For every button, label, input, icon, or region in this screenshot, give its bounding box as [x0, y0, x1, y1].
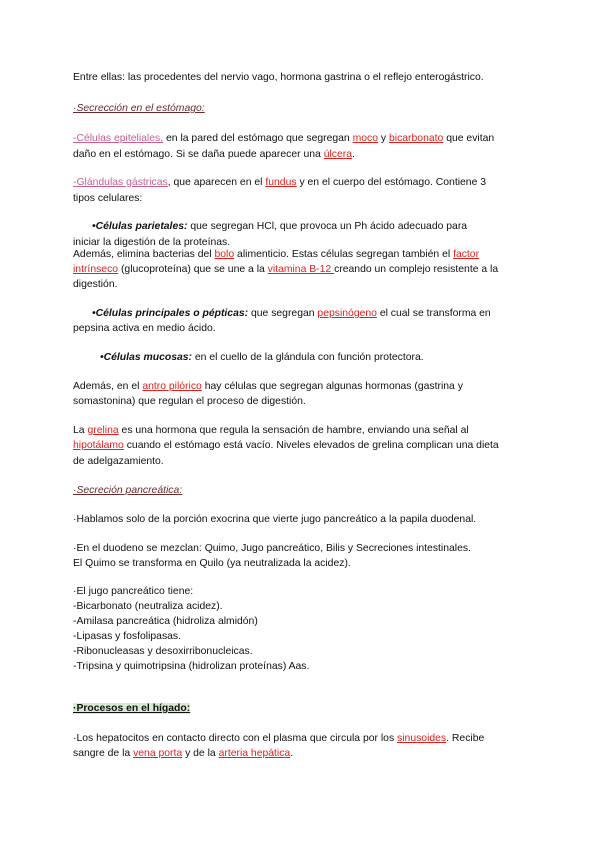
term-hipotalamo: hipotálamo — [73, 440, 124, 451]
antro-line2: somastonina) que regulan el proceso de digestión. — [73, 396, 306, 407]
term-intrinseco: intrínseco — [73, 264, 119, 275]
text-run: cuando el estómago está vacío. Niveles elevados de grelina complican una dieta — [123, 440, 499, 451]
term-celulas-mucosas: •Células mucosas: — [100, 352, 192, 363]
term-vitamina-b12: vitamina B-12 — [267, 264, 335, 275]
term-celulas-principales: •Células principales o pépticas: — [92, 308, 249, 319]
term-arteria-hepatica: arteria hepática — [218, 748, 291, 759]
parietales-line5: digestión. — [73, 279, 118, 290]
term-fundus: fundus — [265, 177, 297, 188]
section-heading-pancreas — [73, 483, 533, 499]
list-item: -Amilasa pancreática (hidroliza almidón) — [73, 616, 258, 627]
parietales-line4 — [73, 262, 533, 278]
text-run: . — [290, 748, 294, 759]
text-run: . — [352, 149, 355, 160]
term-pepsinogeno: pepsinógeno — [317, 308, 377, 319]
pancreas-list-intro: ·El jugo pancreático tiene: — [73, 586, 194, 597]
term-bicarbonato: bicarbonato — [389, 133, 444, 144]
text-run: daño en el estómago. Si se daña puede aparecer una — [73, 149, 324, 160]
text-run: es una hormona que regula la sensación de hambre, enviando una señal al — [118, 425, 469, 436]
text-run: Además, elimina bacterias del — [73, 249, 215, 260]
list-item: -Bicarbonato (neutraliza acidez). — [73, 601, 223, 612]
higado-line2 — [73, 746, 533, 762]
grelina-line2 — [73, 438, 533, 454]
heading-text: ·Secrección en el estómago: — [73, 103, 205, 114]
list-item: -Ribonucleasas y desoxirribonucleicas. — [73, 646, 253, 657]
text-run: creando un complejo resistente a la — [334, 264, 499, 275]
term-glandulas-gastricas: -Glándulas gástricas — [73, 177, 168, 188]
text-run: y — [378, 133, 389, 144]
text-run: Además, en el — [73, 381, 143, 392]
term-grelina: grelina — [87, 425, 119, 436]
term-bolo: bolo — [214, 249, 235, 260]
epiteliales-paragraph-line2 — [73, 147, 533, 163]
higado-paragraph — [73, 731, 533, 747]
glandulas-paragraph-line2: tipos celulares: — [73, 193, 143, 204]
text-run: La — [73, 425, 88, 436]
term-ulcera: úlcera — [323, 149, 353, 160]
parietales-paragraph — [92, 219, 552, 235]
term-vena-porta: vena porta — [133, 748, 183, 759]
text-run: hay células que segregan algunas hormonas (gastrina y — [201, 381, 463, 392]
pancreas-p2a: ·En el duodeno se mezclan: Quimo, Jugo pancreático, Bilis y Secreciones intestinales. — [73, 543, 471, 554]
principales-line2: pepsina activa en medio ácido. — [73, 323, 216, 334]
grelina-line3: de adelgazamiento. — [73, 456, 164, 467]
parietales-line2: iniciar la digestión de la proteínas. — [73, 237, 231, 248]
epiteliales-paragraph — [73, 131, 533, 147]
term-celulas-epiteliales: -Células epiteliales, — [73, 133, 164, 144]
intro-paragraph: Entre ellas: las procedentes del nervio vago, hormona gastrina o el reflejo enterogástrico. — [73, 72, 484, 83]
pancreas-p1: ·Hablamos solo de la porción exocrina que vierte jugo pancreático a la papila duodenal. — [73, 514, 477, 525]
heading-text: ·Secreción pancreática: — [73, 485, 183, 496]
antro-paragraph — [73, 379, 533, 395]
text-run: alimenticio. Estas células segregan también el — [234, 249, 454, 260]
text-run: en la pared del estómago que segregan — [163, 133, 353, 144]
text-run: ·Los hepatocitos en contacto directo con el plasma que circula por los — [73, 733, 398, 744]
text-run: , que aparecen en el — [167, 177, 266, 188]
term-factor: factor — [453, 249, 480, 260]
glandulas-paragraph — [73, 175, 533, 191]
pancreas-p2b: El Quimo se transforma en Quilo (ya neutralizada la acidez). — [73, 558, 351, 569]
text-run: . Recibe — [446, 733, 485, 744]
text-run: que segregan HCl, que provoca un Ph ácido adecuado para — [187, 221, 468, 232]
mucosas-paragraph — [100, 350, 560, 366]
term-sinusoides: sinusoides — [397, 733, 447, 744]
section-heading-estomago — [73, 101, 533, 117]
parietales-line3 — [73, 247, 533, 263]
text-run: el cual se transforma en — [376, 308, 491, 319]
text-run: que evitan — [443, 133, 495, 144]
heading-text: ·Procesos en el hígado: — [73, 703, 191, 714]
text-run: sangre de la — [73, 748, 134, 759]
text-run: y en el cuerpo del estómago. Contiene 3 — [296, 177, 487, 188]
term-antro-pilorico: antro pilórico — [142, 381, 202, 392]
text-run: que segregan — [248, 308, 318, 319]
term-moco: moco — [352, 133, 379, 144]
list-item: -Lipasas y fosfolipasas. — [73, 631, 182, 642]
text-run: (glucoproteína) que se une a la — [118, 264, 268, 275]
section-heading-higado — [73, 701, 533, 717]
text-run: y de la — [182, 748, 219, 759]
term-celulas-parietales: •Células parietales: — [92, 221, 188, 232]
list-item: -Tripsina y quimotripsina (hidrolizan proteínas) Aas. — [73, 661, 310, 672]
grelina-paragraph — [73, 423, 533, 439]
text-run: en el cuello de la glándula con función protectora. — [192, 352, 424, 363]
principales-paragraph — [92, 306, 552, 322]
